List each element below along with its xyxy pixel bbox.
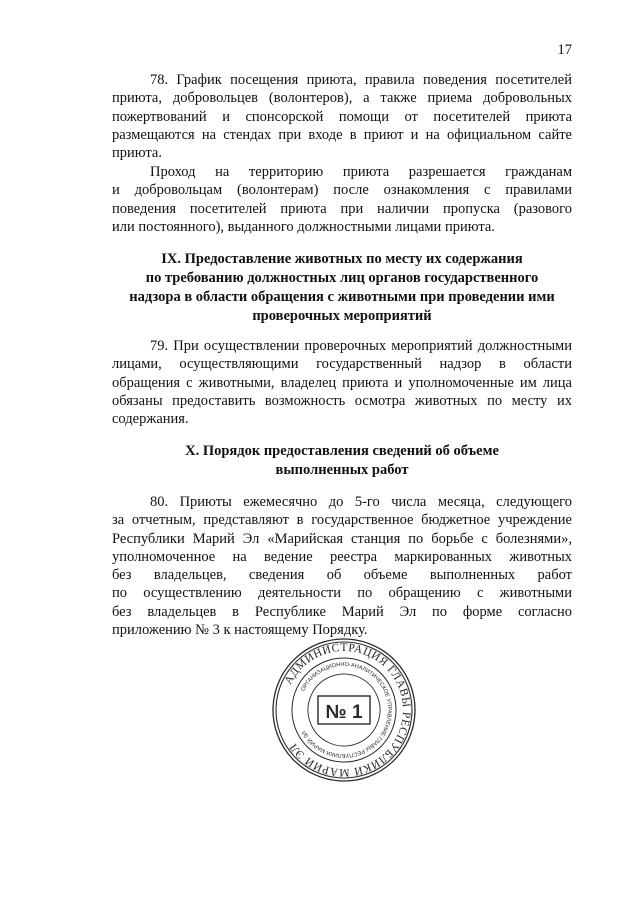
text-line: пожертвований и спонсорской помощи от посетителей приюта — [112, 108, 572, 125]
text-line: поведения посетителей приюта при наличии пропуска (разового — [112, 200, 572, 217]
text-line: Проход на территорию приюта разрешается гражданам — [150, 164, 572, 180]
text-line: содержания. — [112, 411, 189, 428]
text-line: без владельцев, сведения об объеме выполненных работ — [112, 567, 572, 584]
section-x-heading — [112, 442, 572, 480]
text-line: обязаны предоставить возможность осмотра животных по месту их — [112, 392, 572, 409]
heading-line: по требованию должностных лиц органов государственного — [145, 270, 539, 286]
text-line: лицами, осуществляющими государственный надзор в области — [112, 356, 572, 373]
text-line: по осуществлению деятельности по обращению с животными — [112, 585, 572, 602]
seal-number: № 1 — [325, 702, 363, 723]
paragraph-80 — [112, 493, 572, 639]
seal-graphic — [270, 636, 418, 784]
text-line: 79. При осуществлении проверочных мероприятий должностными — [150, 338, 572, 354]
seal-inner-text: ОРГАНИЗАЦИОННО-АНАЛИТИЧЕСКОЕ УПРАВЛЕНИЕ ГЛАВЫ РЕСПУБЛИКИ МАРИЙ ЭЛ — [300, 661, 393, 759]
text-line: приложению № 3 к настоящему Порядку. — [112, 622, 368, 639]
heading-line: IX. Предоставление животных по месту их содержания — [161, 251, 523, 267]
heading-line: X. Порядок предоставления сведений об объеме — [185, 443, 499, 459]
text-line: или постоянного), выданного должностными лицами приюта. — [112, 218, 495, 235]
page-number: 17 — [557, 42, 572, 58]
paragraph-78 — [112, 71, 572, 162]
text-line: за отчетным, представляют в государственное бюджетное учреждение — [112, 512, 572, 529]
text-line: обращения с животными, владелец приюта и уполномоченные им лица — [112, 374, 572, 391]
text-line: без владельцев в Республике Марий Эл по форме согласно — [112, 603, 572, 620]
text-line: приюта. — [112, 145, 162, 162]
heading-line: проверочных мероприятий — [252, 308, 432, 324]
text-line: 80. Приюты ежемесячно до 5-го числа месяца, следующего — [150, 494, 572, 510]
heading-line: выполненных работ — [275, 462, 409, 478]
text-line: размещаются на стендах при входе в приют и на официальном сайте — [112, 126, 572, 143]
paragraph-79 — [112, 337, 572, 428]
section-ix-heading — [112, 250, 572, 326]
text-line: приюта, добровольцев (волонтеров), а также приема добровольных — [112, 90, 572, 107]
heading-line: надзора в области обращения с животными при проведении ими — [129, 289, 555, 305]
text-line: уполномоченное на ведение реестра маркированных животных — [112, 548, 572, 565]
seal-outer-text: АДМИНИСТРАЦИЯ ГЛАВЫ РЕСПУБЛИКИ МАРИЙ ЭЛ — [282, 641, 413, 779]
paragraph-78-access — [112, 163, 572, 236]
official-seal — [270, 636, 418, 784]
text-line: Республики Марий Эл «Марийская станция по борьбе с болезнями», — [112, 530, 572, 547]
text-line: 78. График посещения приюта, правила поведения посетителей — [150, 72, 572, 88]
text-line: и добровольцам (волонтерам) после ознакомления с правилами — [112, 182, 572, 199]
